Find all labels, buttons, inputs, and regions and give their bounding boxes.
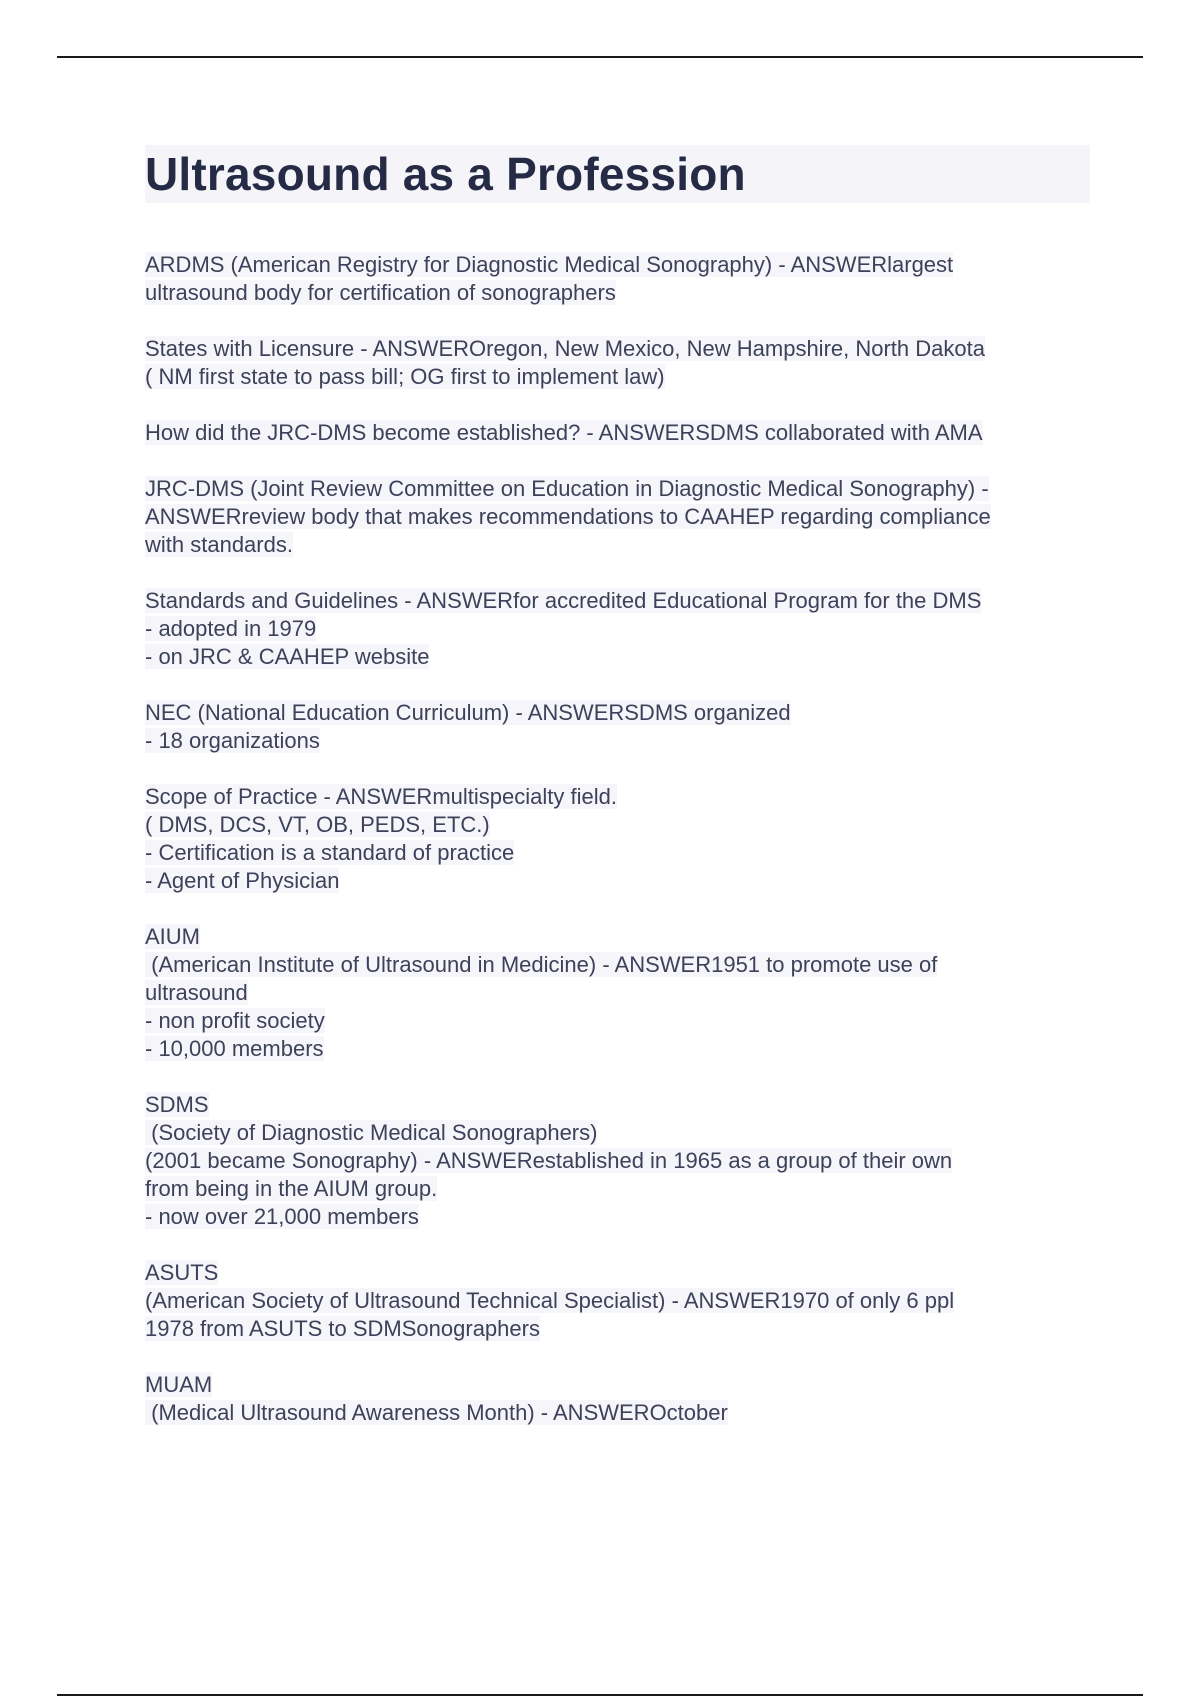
qa-entry-line: [145, 1399, 1090, 1427]
qa-entry: [145, 251, 1090, 307]
qa-entry: [145, 587, 1090, 671]
bottom-divider: [57, 1694, 1143, 1696]
qa-entry: [145, 699, 1090, 755]
qa-entry-line: [145, 615, 1090, 643]
qa-entry-line: [145, 1091, 1090, 1119]
qa-entry: [145, 475, 1090, 559]
qa-entry-line: [145, 1175, 1090, 1203]
qa-entry-text: (American Institute of Ultrasound in Medicine) - ANSWER1951 to promote use of: [145, 952, 938, 977]
qa-entry-line: [145, 923, 1090, 951]
qa-entry-text: How did the JRC-DMS become established? - ANSWERSDMS collaborated with AMA: [145, 420, 983, 445]
qa-entry-text: ANSWERreview body that makes recommendations to CAAHEP regarding compliance: [145, 504, 991, 529]
qa-entry-text: ASUTS: [145, 1260, 219, 1285]
qa-entry: [145, 923, 1090, 1063]
qa-entry-line: [145, 251, 1090, 279]
qa-entry-text: Scope of Practice - ANSWERmultispecialty field.: [145, 784, 617, 809]
qa-entry-line: [145, 1315, 1090, 1343]
qa-entry-text: Standards and Guidelines - ANSWERfor accredited Educational Program for the DMS: [145, 588, 982, 613]
qa-entry-line: [145, 1147, 1090, 1175]
qa-entry: [145, 1371, 1090, 1427]
qa-entry-text: - non profit society: [145, 1008, 325, 1033]
qa-entry-text: AIUM: [145, 924, 200, 949]
qa-entry-text: SDMS: [145, 1092, 209, 1117]
qa-entry-line: [145, 531, 1090, 559]
qa-entry-text: - adopted in 1979: [145, 616, 317, 641]
qa-entry-line: [145, 783, 1090, 811]
qa-entry-line: [145, 587, 1090, 615]
qa-entry-text: from being in the AIUM group.: [145, 1176, 438, 1201]
qa-entry-line: [145, 979, 1090, 1007]
qa-entry-line: [145, 643, 1090, 671]
qa-entry-text: - 18 organizations: [145, 728, 320, 753]
qa-entry-text: States with Licensure - ANSWEROregon, New Mexico, New Hampshire, North Dakota: [145, 336, 985, 361]
title-band: [145, 145, 1090, 203]
qa-entry-line: [145, 811, 1090, 839]
qa-entry: [145, 419, 1090, 447]
qa-entry-text: - Agent of Physician: [145, 868, 340, 893]
qa-entry-line: [145, 419, 1090, 447]
qa-list: [145, 251, 1090, 1427]
qa-entry-line: [145, 1119, 1090, 1147]
page-title: Ultrasound as a Profession: [145, 148, 746, 200]
qa-entry-line: [145, 503, 1090, 531]
qa-entry-text: with standards.: [145, 532, 293, 557]
qa-entry: [145, 1091, 1090, 1231]
qa-entry-text: ARDMS (American Registry for Diagnostic Medical Sonography) - ANSWERlargest: [145, 252, 954, 277]
qa-entry-text: ( NM first state to pass bill; OG first to implement law): [145, 364, 665, 389]
qa-entry-line: [145, 727, 1090, 755]
qa-entry-text: - Certification is a standard of practice: [145, 840, 515, 865]
qa-entry-text: JRC-DMS (Joint Review Committee on Education in Diagnostic Medical Sonography) -: [145, 476, 989, 501]
qa-entry-text: 1978 from ASUTS to SDMSonographers: [145, 1316, 540, 1341]
qa-entry-line: [145, 1007, 1090, 1035]
qa-entry-text: ultrasound: [145, 980, 248, 1005]
qa-entry-line: [145, 279, 1090, 307]
qa-entry-text: (American Society of Ultrasound Technical Specialist) - ANSWER1970 of only 6 ppl: [145, 1288, 955, 1313]
qa-entry-line: [145, 363, 1090, 391]
top-divider: [57, 56, 1143, 58]
qa-entry-line: [145, 1259, 1090, 1287]
qa-entry-line: [145, 951, 1090, 979]
qa-entry-text: - now over 21,000 members: [145, 1204, 419, 1229]
qa-entry-line: [145, 1035, 1090, 1063]
qa-entry-line: [145, 475, 1090, 503]
qa-entry: [145, 335, 1090, 391]
qa-entry-line: [145, 699, 1090, 727]
qa-entry-text: ( DMS, DCS, VT, OB, PEDS, ETC.): [145, 812, 490, 837]
document-body: [145, 145, 1090, 1455]
qa-entry: [145, 1259, 1090, 1343]
qa-entry-line: [145, 867, 1090, 895]
qa-entry-line: [145, 1371, 1090, 1399]
qa-entry-line: [145, 1287, 1090, 1315]
qa-entry-text: (Society of Diagnostic Medical Sonographers): [145, 1120, 598, 1145]
qa-entry-line: [145, 335, 1090, 363]
qa-entry-text: (Medical Ultrasound Awareness Month) - ANSWEROctober: [145, 1400, 728, 1425]
qa-entry-line: [145, 839, 1090, 867]
qa-entry-text: NEC (National Education Curriculum) - ANSWERSDMS organized: [145, 700, 791, 725]
qa-entry-text: - 10,000 members: [145, 1036, 324, 1061]
qa-entry-text: MUAM: [145, 1372, 213, 1397]
qa-entry-line: [145, 1203, 1090, 1231]
qa-entry-text: - on JRC & CAAHEP website: [145, 644, 430, 669]
qa-entry-text: ultrasound body for certification of sonographers: [145, 280, 616, 305]
qa-entry-text: (2001 became Sonography) - ANSWERestablished in 1965 as a group of their own: [145, 1148, 953, 1173]
qa-entry: [145, 783, 1090, 895]
